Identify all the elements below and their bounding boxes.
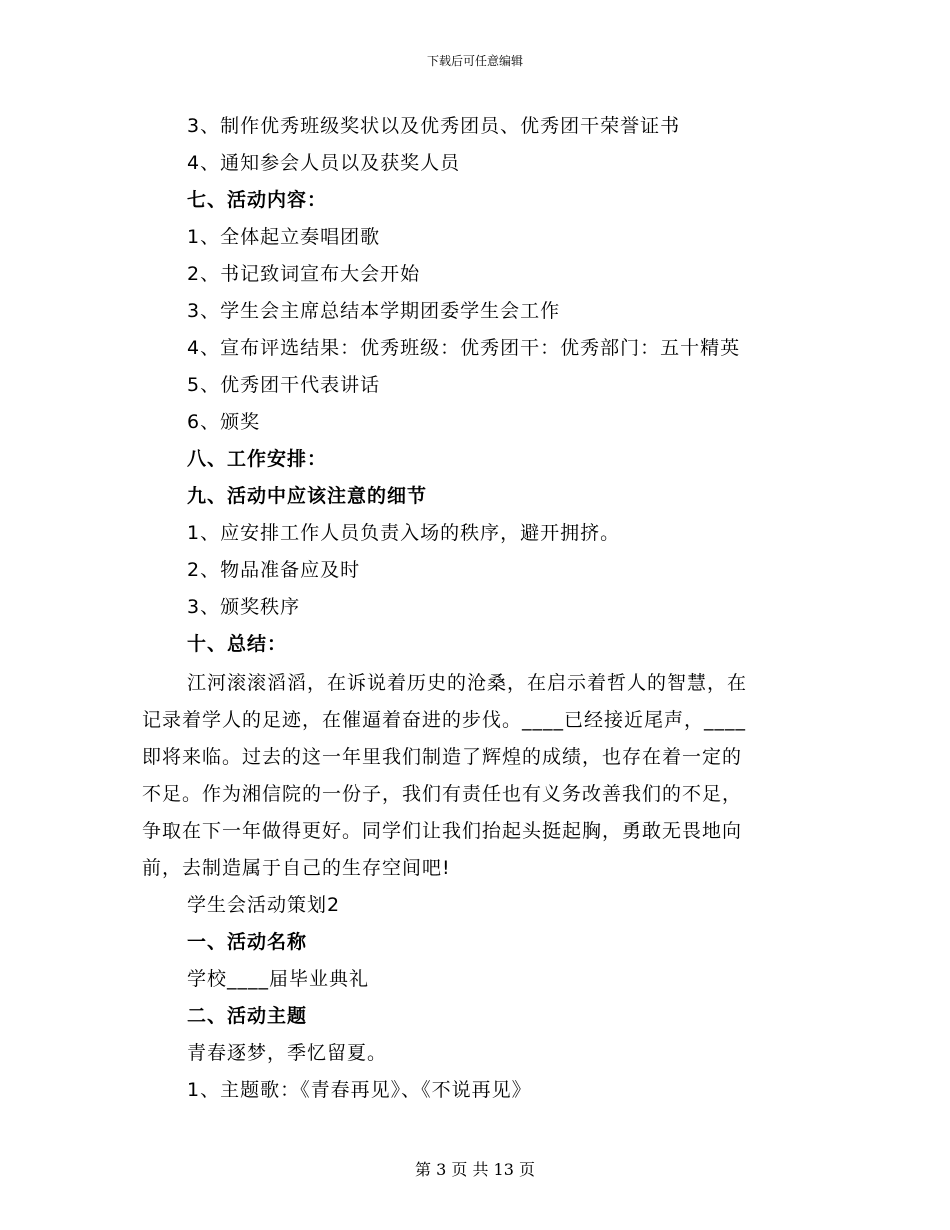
list-item: 1、主题歌：《青春再见》、《不说再见》	[187, 1079, 532, 1101]
paragraph-line: 即将来临。过去的这一年里我们制造了辉煌的成绩，也存在着一定的	[142, 746, 743, 768]
section-heading: 九、活动中应该注意的细节	[187, 485, 428, 507]
list-item: 1、应安排工作人员负责入场的秩序，避开拥挤。	[187, 522, 621, 544]
section-heading: 十、总结：	[187, 633, 288, 655]
paragraph-line: 不足。作为湘信院的一份子，我们有责任也有义务改善我们的不足，	[142, 783, 743, 805]
list-item: 学校____届毕业典礼	[187, 968, 370, 990]
list-item: 2、物品准备应及时	[187, 559, 361, 581]
list-item: 3、颁奖秩序	[187, 596, 301, 618]
paragraph-line: 江河滚滚滔滔，在诉说着历史的沧桑，在启示着哲人的智慧，在	[187, 672, 748, 694]
section-heading: 二、活动主题	[187, 1005, 308, 1027]
page-number: 第 3 页 共 13 页	[415, 1160, 535, 1179]
document-subtitle: 学生会活动策划2	[187, 894, 341, 916]
list-item: 5、优秀团干代表讲话	[187, 374, 381, 396]
list-item: 3、学生会主席总结本学期团委学生会工作	[187, 300, 561, 322]
list-item: 4、宣布评选结果：优秀班级：优秀团干：优秀部门：五十精英	[187, 337, 741, 359]
list-item: 4、通知参会人员以及获奖人员	[187, 152, 461, 174]
section-heading: 一、活动名称	[187, 931, 308, 953]
section-heading: 七、活动内容：	[187, 189, 328, 211]
list-item: 2、书记致词宣布大会开始	[187, 263, 421, 285]
paragraph-line: 争取在下一年做得更好。同学们让我们抬起头挺起胸，勇敢无畏地向	[142, 820, 743, 842]
list-item: 青春逐梦，季忆留夏。	[187, 1042, 388, 1064]
list-item: 3、制作优秀班级奖状以及优秀团员、优秀团干荣誉证书	[187, 115, 681, 137]
list-item: 6、颁奖	[187, 411, 261, 433]
page-header: 下载后可任意编辑	[426, 54, 523, 68]
paragraph-line: 记录着学人的足迹，在催逼着奋进的步伐。____已经接近尾声，____	[142, 709, 747, 731]
list-item: 1、全体起立奏唱团歌	[187, 226, 381, 248]
paragraph-line: 前，去制造属于自己的生存空间吧!	[142, 857, 451, 879]
section-heading: 八、工作安排：	[187, 448, 328, 470]
